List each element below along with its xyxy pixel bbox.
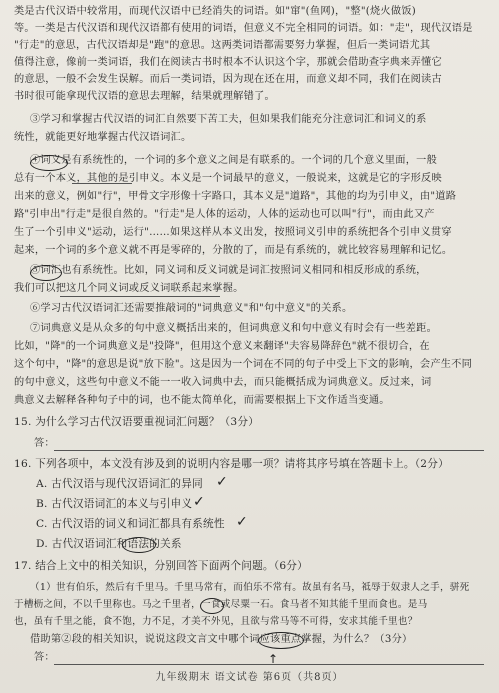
passage-line: 的意思，一般不会发生误解。而后一类词语，因为现在还在用，而意义却不同，我们在阅读古	[14, 74, 442, 85]
question-17-sub1-line: 也，虽有千里之能，食不饱，力不足，才美不外见，且欲与常马等不可得，安求其能千里也？	[14, 616, 418, 627]
question-16-option-d[interactable]: D. 古代汉语词汇和语法的关系	[36, 538, 182, 550]
hand-underline-mark	[72, 183, 132, 184]
question-15-answer-line[interactable]	[54, 450, 484, 451]
question-15-stem: 15. 为什么学习古代汉语要重视词汇问题？（3分）	[14, 416, 260, 428]
passage-line: 典意义去解释各种句子中的词，也不能太简单化，而需要根据上下文作适当变通。	[14, 395, 390, 406]
passage-line: 出来的意义，例如"行"，甲骨文字形像十字路口，其本义是"道路"，其他的均为引申义，由"道路	[14, 191, 457, 202]
question-17-stem: 17. 结合上文中的相关知识，分别回答下面两个问题。（6分）	[14, 560, 308, 572]
question-17-sub1-line: 于槽枥之间，不以千里称也。马之千里者，一食或尽粟一石。食马者不知其能千里而食也。是马	[14, 599, 428, 610]
hand-circle-mark	[258, 632, 304, 649]
passage-line: ④词义是有系统性的，一个词的多个意义之间是有联系的。一个词的几个意义里面，一般	[30, 155, 438, 166]
hand-arrow-icon: ↑	[268, 652, 279, 666]
hand-underline-mark	[60, 296, 220, 297]
passage-line: ⑤词汇也有系统性。比如，同义词和反义词就是词汇按照词义相同和相反形成的系统，	[30, 265, 427, 276]
passage-line: 的句中意义，这些句中意义不能一一收入词典中去，而只能概括成为词典意义。反过来，词	[14, 377, 432, 388]
hand-circle-mark	[30, 155, 68, 171]
passage-line: 总有一个本义，其他的是引申义。本义是一个词最早的意义，一般说来，这就是它的字形反映	[14, 173, 442, 184]
passage-line: "行走"的意思，古代汉语却是"跑"的意思。这两类词语都需要努力掌握，但后一类词语尤其	[14, 40, 431, 51]
question-17-sub1-line: （1）世有伯乐，然后有千里马。千里马常有，而伯乐不常有。故虽有名马，祗辱于奴隶人之手，骈死	[30, 582, 470, 593]
passage-line: 路"引申出"行走"是很自然的。"行走"是人体的运动，人体的运动也可以叫"行"，而由此又产	[14, 209, 435, 220]
question-15-answer-label: 答：	[34, 438, 55, 449]
hand-circle-mark	[30, 265, 62, 281]
passage-line: 值得注意，像前一类词语，我们在阅读古书时根本不认识这个字，那就会借助查字典来弄懂它	[14, 57, 442, 68]
check-mark-icon: ✓	[216, 474, 228, 490]
passage-line: 书时很可能拿现代汉语的意思去理解，结果就理解错了。	[14, 91, 275, 102]
hand-circle-mark	[200, 598, 224, 614]
passage-line: 统性，就能更好地掌握古代汉语词汇。	[14, 132, 192, 143]
hand-circle-mark	[122, 537, 156, 553]
passage-line: 我们可以把这几个同义词或反义词联系起来掌握。	[14, 283, 244, 294]
passage-line: 等。一类是古代汉语和现代汉语都有使用的词语，但意义不完全相同的词语。如："走"，现代汉语是	[14, 23, 473, 34]
passage-line: 比如，"降"的一个词典意义是"投降"，但用这个意义来翻译"夫容易降辞色"就不很切合，在	[14, 341, 430, 352]
passage-line: ⑥学习古代汉语词汇还需要推敲词的"词典意义"和"句中意义"的关系。	[30, 303, 353, 314]
question-17-sub2: 借助第②段的相关知识，说说这段文言文中哪个词应该重点掌握，为什么？（3分）	[30, 634, 413, 645]
passage-line: ⑦词典意义是从众多的句中意义概括出来的，但词典意义和句中意义有时会有一些差距。	[30, 323, 438, 334]
passage-line: 这个句中，"降"的意思是说"放下脸"。这是因为一个词在不同的句子中受上下文的影响，会产生不同	[14, 359, 473, 370]
passage-line: 生了一个引申义"运动，运行"……如果这样从本义出发，按照词义引申的系统把各个引申义贯穿	[14, 227, 452, 238]
passage-line: 起来，一个词的多个意义就不再是零碎的，分散的了，而是有系统的，就比较容易理解和记忆。	[14, 245, 453, 256]
question-16-option-c[interactable]: C. 古代汉语的词义和词汇都具有系统性	[36, 518, 225, 530]
passage-line: ③学习和掌握古代汉语的词汇自然要下苦工夫，但如果我们能充分注意词汇和词义的系	[30, 114, 427, 125]
question-16-option-b[interactable]: B. 古代汉语词汇的本义与引申义	[36, 498, 193, 510]
check-mark-icon: ✓	[193, 494, 205, 510]
passage-line: 类是古代汉语中较常用，而现代汉语中已经消失的词语。如"窜"(鱼网)，"整"(烧火做饭)	[14, 6, 416, 17]
question-16-option-a[interactable]: A. 古代汉语与现代汉语词汇的异同	[36, 478, 203, 490]
page-footer: 九年级期末 语文试卷 第6页（共8页）	[155, 672, 344, 683]
check-mark-icon: ✓	[236, 514, 248, 530]
question-17-answer-label: 答：	[34, 652, 55, 663]
question-16-stem: 16. 下列各项中，本文没有涉及到的说明内容是哪一项？请将其序号填在答题卡上。（2分）	[14, 458, 449, 470]
